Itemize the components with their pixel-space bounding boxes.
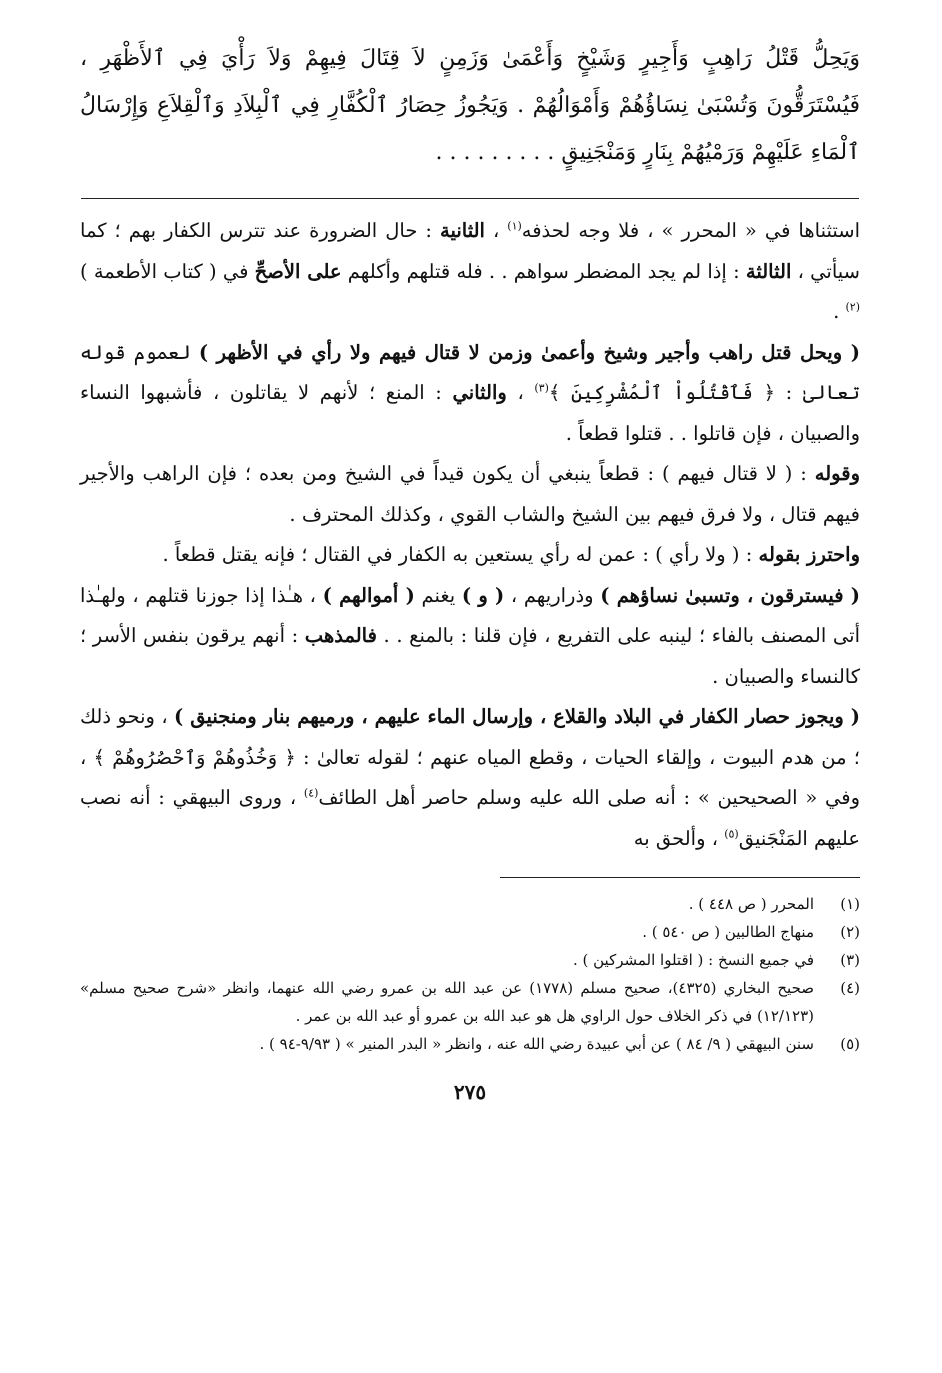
bold-term: على الأصحِّ — [254, 259, 342, 283]
footnote-ref-1[interactable]: (١) — [507, 219, 522, 233]
footnote-3 — [80, 946, 860, 974]
bold-term: والثاني — [452, 381, 507, 404]
footnote-5 — [80, 1030, 860, 1058]
commentary-paragraph-4 — [80, 535, 860, 576]
text-run: : ( ولا رأي ) : عمن له رأي يستعين به الكفار في القتال ؛ فإنه يقتل قطعاً . — [162, 543, 759, 566]
footnote-2 — [80, 918, 860, 946]
text-run: . — [833, 300, 846, 323]
footnote-number: (١) — [840, 895, 860, 913]
page-body — [80, 35, 860, 1104]
footnote-ref-4[interactable]: (٤) — [303, 786, 319, 800]
quoted-matn: ( ويحل قتل راهب وأجير وشيخ وأعمىٰ وزمن لا قتال فيهم ولا رأي في الأظهر ) — [198, 340, 860, 364]
footnote-number: (٤) — [840, 979, 860, 997]
quoted-matn: ( ويجوز حصار الكفار في البلاد والقلاع ، وإرسال الماء عليهم ، ورميهم بنار ومنجنيق ) — [174, 705, 860, 728]
bold-term: فالمذهب — [304, 624, 377, 647]
quoted-matn: ( و ) — [461, 583, 505, 607]
text-run: : إذا لم يجد المضطر سواهم . . فله قتلهم وأكلهم — [341, 259, 746, 283]
matn-dots: . . . . . . . . . — [435, 140, 555, 165]
footnote-ref-5[interactable]: (٥) — [724, 827, 739, 840]
footnote-number: (٥) — [840, 1035, 860, 1053]
text-run: ، — [484, 219, 508, 242]
bold-term: الثانية — [439, 219, 485, 242]
matn-text — [80, 35, 860, 176]
text-run: لعموم قوله تعالىٰ : ﴿ فَٱقْتُلُواْ ٱلْمُشْرِكِينَ ﴾ — [80, 340, 860, 404]
text-run: ، ونحو ذلك ؛ من هدم البيوت ، وإلقاء الحيات ، وقطع المياه عنهم ؛ لقوله تعالىٰ : ﴿ وَخُذُوهُمْ وَٱحْصُرُوهُمْ ﴾ ، وفي « الصحيحين » : أنه صلى الله عليه وسلم حاصر أهل الطائف — [80, 705, 860, 809]
text-run: استثناها في « المحرر » ، فلا وجه لحذفه — [521, 219, 860, 242]
footnote-1 — [80, 890, 860, 918]
text-run: : ( لا قتال فيهم ) : قطعاً ينبغي أن يكون قيداً في الشيخ ومن بعده ؛ فإن الراهب والأجير فيهم قتال ، ولا فرق فيهم بين الشيخ والشاب القوي ، وكذلك المحترف . — [80, 462, 860, 526]
commentary — [80, 211, 860, 859]
text-run: : أنهم يرقون بنفس الأسر ؛ كالنساء والصبيان . — [80, 624, 860, 688]
commentary-paragraph-2 — [80, 333, 860, 455]
text-run: وذراريهم ، — [504, 583, 601, 607]
footnote-ref-2[interactable]: (٢) — [845, 300, 860, 314]
footnote-text: منهاج الطالبين ( ص ٥٤٠ ) . — [642, 923, 814, 941]
text-run: : حال الضرورة عند تترس الكفار بهم ؛ كما سيأتي ، — [80, 219, 860, 283]
text-run: : المنع ؛ لأنهم لا يقاتلون ، فأشبهوا النساء والصبيان ، فإن قاتلوا . . قتلوا قطعاً . — [80, 381, 860, 445]
footnote-text: صحيح البخاري (٤٣٢٥)، صحيح مسلم (١٧٧٨) عن عبد الله بن عمرو رضي الله عنهما، وانظر «شرح صحيح مسلم» (١٢/١٢٣) في ذكر الخلاف حول الراوي هل هو عبد الله بن عمرو أو عبد الله بن عمر . — [80, 979, 814, 1025]
bold-term: الثالثة — [745, 259, 792, 283]
page-number: ٢٧٥ — [453, 1080, 487, 1104]
commentary-paragraph-3 — [80, 454, 860, 535]
text-run: ، وروى البيهقي : أنه نصب عليهم المَنْجَنيق — [80, 786, 860, 850]
footnote-4 — [80, 974, 860, 1030]
footnote-text: في جميع النسخ : ( اقتلوا المشركين ) . — [572, 951, 814, 969]
text-run: في ( كتاب الأطعمة ) — [80, 259, 255, 283]
footnote-text: المحرر ( ص ٤٤٨ ) . — [688, 895, 814, 913]
footnote-ref-3[interactable]: (٣) — [534, 381, 549, 395]
text-run: ، هـٰذا إذا جوزنا قتلهم ، ولهـٰذا أتى المصنف بالفاء ؛ لينبه على التفريع ، فإن قلنا : بالمنع . . — [80, 583, 860, 647]
text-run: يغنم — [414, 583, 462, 607]
footnote-divider — [500, 877, 860, 878]
footnote-text: سنن البيهقي ( ٩/ ٨٤ ) عن أبي عبيدة رضي الله عنه ، وانظر « البدر المنير » ( ٩/٩٣-٩٤ ) . — [259, 1035, 814, 1053]
matn-divider — [81, 198, 859, 199]
commentary-paragraph-6 — [80, 697, 860, 859]
footnote-number: (٣) — [840, 951, 860, 969]
matn-body: وَيَحِلُّ قَتْلُ رَاهِبٍ وَأَجِيرٍ وَشَيْخٍ وَأَعْمَىٰ وَزَمِنٍ لاَ قِتَالَ فِيهِمْ وَلاَ رَأْيَ فِي ٱلأَظْهَرِ ، فَيُسْتَرَقُّونَ وَتُسْبَىٰ نِسَاؤُهُمْ وَأَمْوَالُهُمْ . وَيَجُوزُ حِصَارُ ٱلْكُفَّارِ فِي ٱلْبِلاَدِ وَٱلْقِلاَعِ وَإِرْسَالُ ٱلْمَاءِ عَلَيْهِمْ وَرَمْيُهُمْ بِنَارٍ وَمَنْجَنِيقٍ — [80, 46, 860, 165]
text-run: ، — [506, 381, 535, 404]
text-run: ، وألحق به — [633, 826, 725, 850]
commentary-paragraph-5 — [80, 576, 860, 698]
footnote-number: (٢) — [840, 923, 860, 941]
commentary-paragraph-1 — [80, 211, 860, 333]
footnotes — [80, 890, 860, 1058]
bold-term: وقوله — [814, 462, 860, 485]
bold-term: واحترز بقوله — [758, 543, 860, 566]
quoted-matn: ( فيسترقون ، وتسبىٰ نساؤهم ) — [600, 583, 860, 607]
quoted-matn: ( أموالهم ) — [322, 583, 415, 607]
